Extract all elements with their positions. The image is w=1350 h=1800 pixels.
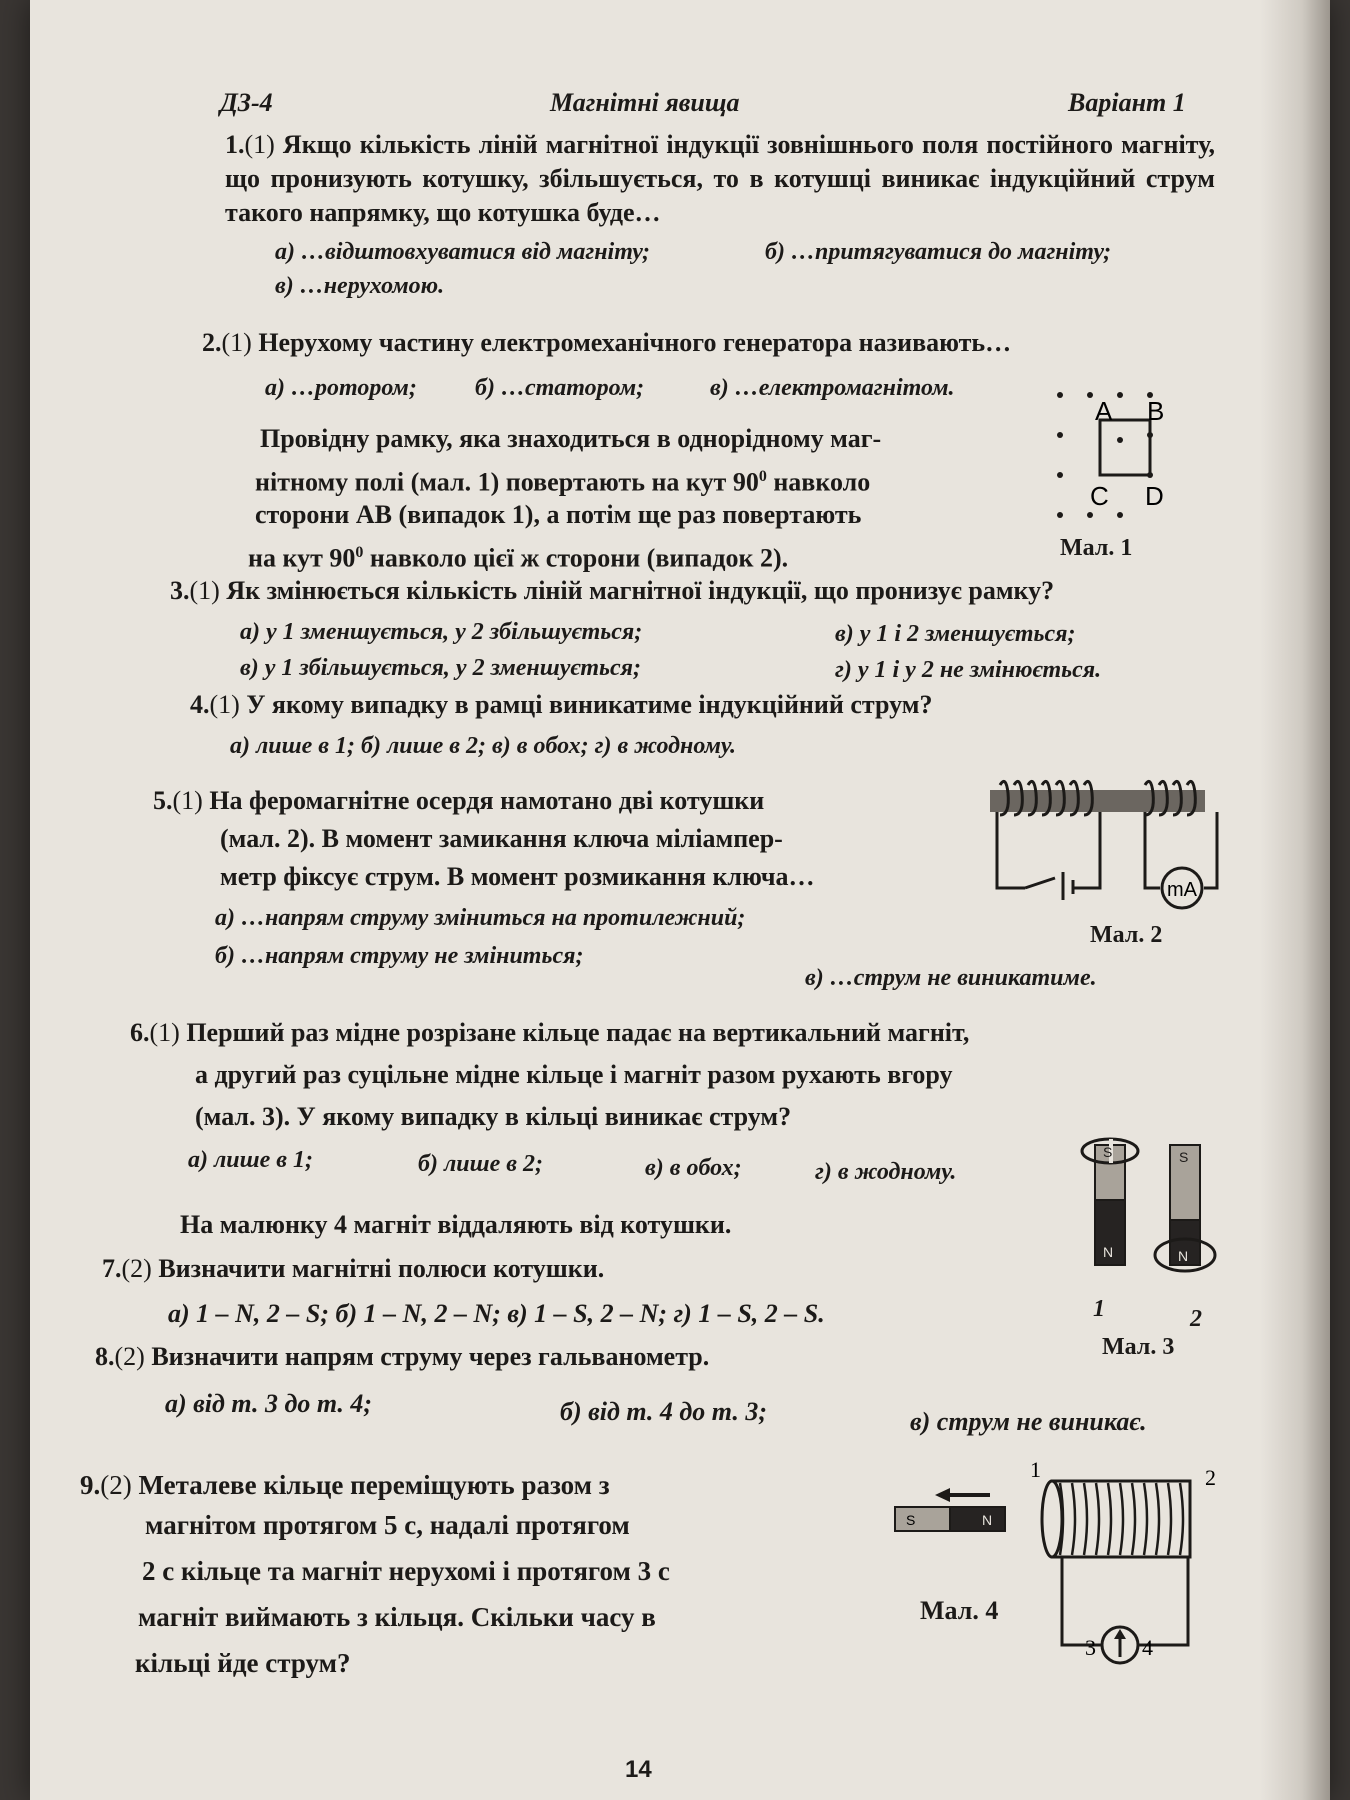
q4-answers: а) лише в 1; б) лише в 2; в) в обох; г) в жодному. — [230, 733, 737, 759]
q1-answer-a: а) …відштовхуватися від магніту; — [275, 239, 650, 265]
question-6 — [130, 1016, 1230, 1050]
q1-answer-b: б) …притягуватися до магніту; — [765, 239, 1112, 265]
figure-1-label: Мал. 1 — [1060, 535, 1133, 561]
text-part: на кут 90 — [248, 543, 356, 573]
q3-answer-b: в) у 1 збільшується, у 2 зменшується; — [240, 655, 642, 681]
magnet-1-n-label: N — [1103, 1244, 1114, 1260]
milliammeter-label: mA — [1167, 879, 1197, 901]
label-c: C — [1090, 481, 1109, 511]
question-points: (2) — [121, 1254, 152, 1283]
question-text: Нерухому частину електромеханічного генератора називають… — [258, 328, 1012, 357]
label-d: D — [1145, 481, 1164, 511]
q7-answers: а) 1 – N, 2 – S; б) 1 – N, 2 – N; в) 1 – S, 2 – N; г) 1 – S, 2 – S. — [168, 1299, 825, 1328]
intro-frame-line1: Провідну рамку, яка знаходиться в однорідному маг- — [260, 424, 882, 453]
figure-3-label: Мал. 3 — [1102, 1334, 1175, 1360]
header-topic: Магнітні явища — [550, 88, 740, 117]
q3-answer-a: а) у 1 зменшується, у 2 збільшується; — [240, 619, 643, 645]
q6-answer-c: в) в обох; — [645, 1155, 742, 1181]
q3-answer-c: в) у 1 і 2 зменшується; — [835, 621, 1076, 647]
q6-answer-b: б) лише в 2; — [418, 1151, 543, 1177]
figure-3-case-1: 1 — [1093, 1296, 1105, 1322]
figure-4-coil-galvanometer — [890, 1455, 1230, 1670]
question-points: (1) — [189, 576, 220, 605]
question-number: 8. — [95, 1342, 115, 1371]
question-number: 1. — [225, 130, 245, 159]
text-part: нітному полі (мал. 1) повертають на кут 90 — [255, 467, 759, 497]
q3-answer-d: г) у 1 і у 2 не змінюється. — [835, 657, 1102, 683]
intro-frame-line3: сторони АВ (випадок 1), а потім ще раз повертають — [255, 500, 862, 529]
figure-2-label: Мал. 2 — [1090, 922, 1163, 948]
magnet-2-n-label: N — [1178, 1248, 1189, 1264]
magnet-1-s-label: S — [1103, 1144, 1113, 1160]
q2-answer-b: б) …статором; — [475, 375, 645, 401]
page-gutter — [1260, 0, 1330, 1800]
q5-line3: метр фіксує струм. В момент розмикання ключа… — [220, 862, 815, 891]
text-part: навколо цієї ж сторони (випадок 2). — [363, 543, 789, 573]
q8-answer-c: в) струм не виникає. — [910, 1407, 1147, 1436]
coil-end-1: 1 — [1030, 1457, 1041, 1482]
question-7 — [102, 1252, 604, 1286]
question-1 — [225, 128, 1215, 230]
question-9 — [80, 1462, 870, 1508]
intro-frame-line2 — [255, 460, 870, 500]
q6-line2: а другий раз суцільне мідне кільце і магніт разом рухають вгору — [195, 1060, 953, 1089]
figure-4-label: Мал. 4 — [920, 1596, 999, 1625]
question-text: Визначити магнітні полюси котушки. — [158, 1254, 605, 1283]
question-points: (2) — [100, 1470, 132, 1500]
question-points: (2) — [114, 1342, 145, 1371]
q1-answer-c: в) …нерухомою. — [275, 273, 445, 299]
magnet-2-s-label: S — [1179, 1149, 1189, 1165]
question-8 — [95, 1340, 709, 1374]
question-text: У якому випадку в рамці виникатиме індукційний струм? — [246, 690, 933, 719]
q6-answer-d: г) в жодному. — [815, 1159, 957, 1185]
point-3: 3 — [1085, 1635, 1096, 1660]
question-5 — [153, 784, 973, 818]
q9-line5: кільці йде струм? — [135, 1648, 351, 1678]
page — [30, 0, 1330, 1800]
header-code: ДЗ-4 — [220, 88, 273, 117]
question-number: 6. — [130, 1018, 150, 1047]
figure-2-circuit-diagram — [985, 770, 1225, 910]
coil-end-2: 2 — [1205, 1465, 1216, 1490]
question-points: (1) — [221, 328, 252, 357]
header — [220, 88, 1220, 128]
header-variant: Варіант 1 — [1068, 88, 1186, 117]
question-3 — [170, 574, 1230, 608]
q9-line4: магніт виймають з кільця. Скільки часу в — [138, 1602, 656, 1632]
q5-answer-c: в) …струм не виникатиме. — [805, 965, 1097, 991]
question-text: Металеве кільце переміщують разом з — [138, 1470, 610, 1500]
question-text: Як змінюється кількість ліній магнітної індукції, що пронизує рамку? — [226, 576, 1055, 605]
magnet-n-label: N — [982, 1512, 993, 1528]
question-number: 2. — [202, 328, 222, 357]
question-number: 9. — [80, 1470, 101, 1500]
question-2 — [202, 326, 1202, 360]
label-a: A — [1095, 396, 1113, 426]
degree: 0 — [758, 468, 767, 485]
q5-line2: (мал. 2). В момент замикання ключа міліампер- — [220, 824, 783, 853]
question-number: 4. — [190, 690, 210, 719]
point-4: 4 — [1142, 1635, 1153, 1660]
q5-answer-b: б) …напрям струму не зміниться; — [215, 943, 584, 969]
q2-answer-a: а) …ротором; — [265, 375, 417, 401]
intro-fig4: На малюнку 4 магніт віддаляють від котушки. — [180, 1210, 732, 1239]
intro-frame-line4 — [248, 536, 788, 576]
q5-answer-a: а) …напрям струму зміниться на протилежний; — [215, 905, 746, 931]
question-number: 5. — [153, 786, 173, 815]
question-text: Перший раз мідне розрізане кільце падає на вертикальний магніт, — [186, 1018, 970, 1047]
q8-answer-a: а) від т. 3 до т. 4; — [165, 1389, 373, 1418]
question-text: Якщо кількість ліній магнітної індукції зовнішнього поля постійного магніту, що пронизують котушку, збільшується, то в котушці виникає індукційний струм такого напрямку, що котушка буде… — [225, 130, 1215, 227]
label-b: B — [1147, 396, 1165, 426]
degree: 0 — [355, 544, 364, 561]
question-points: (1) — [244, 130, 275, 159]
figure-1-frame-diagram — [1045, 380, 1225, 550]
page-number: 14 — [625, 1756, 652, 1783]
question-points: (1) — [209, 690, 240, 719]
text-part: навколо — [766, 467, 871, 497]
question-number: 3. — [170, 576, 190, 605]
q9-line2: магнітом протягом 5 с, надалі протягом — [145, 1510, 630, 1540]
question-points: (1) — [149, 1018, 180, 1047]
magnet-s-label: S — [906, 1512, 916, 1528]
question-text: На феромагнітне осердя намотано дві котушки — [209, 786, 765, 815]
q6-line3: (мал. 3). У якому випадку в кільці виникає струм? — [195, 1102, 792, 1131]
question-4 — [190, 688, 1190, 722]
q2-answer-c: в) …електромагнітом. — [710, 375, 955, 401]
question-points: (1) — [172, 786, 203, 815]
question-number: 7. — [102, 1254, 122, 1283]
q8-answer-b: б) від т. 4 до т. 3; — [560, 1397, 768, 1426]
figure-3-magnets-rings — [1070, 1125, 1230, 1300]
question-text: Визначити напрям струму через гальванометр. — [151, 1342, 710, 1371]
q6-answer-a: а) лише в 1; — [188, 1147, 314, 1173]
q9-line3: 2 с кільце та магніт нерухомі і протягом 3 с — [142, 1556, 670, 1586]
figure-3-case-2: 2 — [1190, 1306, 1202, 1332]
